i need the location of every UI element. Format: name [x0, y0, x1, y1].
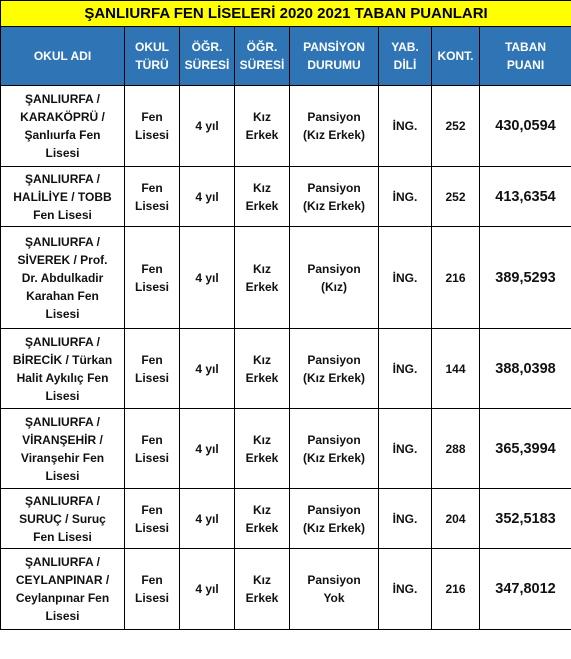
yab-dili-cell: İNG.	[379, 167, 432, 227]
ogr-suresi-cell: 4 yıl	[180, 489, 235, 549]
ogr-suresi-cell: 4 yıl	[180, 549, 235, 630]
header-kont: KONT.	[432, 27, 480, 86]
yab-dili-cell: İNG.	[379, 549, 432, 630]
yab-dili-cell: İNG.	[379, 329, 432, 409]
table-row	[1, 549, 571, 630]
ogr-suresi-cell: 4 yıl	[180, 409, 235, 489]
pansiyon-cell: Pansiyon Yok	[290, 549, 379, 630]
okul-adi-cell: ŞANLIURFA / SURUÇ / Suruç Fen Lisesi	[1, 489, 125, 549]
yab-dili-cell: İNG.	[379, 227, 432, 329]
pansiyon-cell: Pansiyon (Kız Erkek)	[290, 167, 379, 227]
taban-puani-cell: 352,5183	[480, 489, 571, 549]
kont-cell: 252	[432, 167, 480, 227]
kont-cell: 204	[432, 489, 480, 549]
table-row	[1, 167, 571, 227]
table-row	[1, 489, 571, 549]
pansiyon-cell: Pansiyon (Kız Erkek)	[290, 409, 379, 489]
pansiyon-cell: Pansiyon (Kız Erkek)	[290, 86, 379, 167]
table-row	[1, 329, 571, 409]
okul-turu-cell: Fen Lisesi	[125, 329, 180, 409]
taban-puani-cell: 347,8012	[480, 549, 571, 630]
taban-puani-cell: 388,0398	[480, 329, 571, 409]
header-ogr-suresi: ÖĞR. SÜRESİ	[180, 27, 235, 86]
taban-puani-cell: 389,5293	[480, 227, 571, 329]
header-row	[1, 27, 571, 86]
header-yab-dili: YAB. DİLİ	[379, 27, 432, 86]
okul-adi-cell: ŞANLIURFA / BİRECİK / Türkan Halit Aykılıç Fen Lisesi	[1, 329, 125, 409]
okul-adi-cell: ŞANLIURFA / VİRANŞEHİR / Viranşehir Fen Lisesi	[1, 409, 125, 489]
table-row	[1, 409, 571, 489]
okul-turu-cell: Fen Lisesi	[125, 86, 180, 167]
cinsiyet-cell: Kız Erkek	[235, 489, 290, 549]
ogr-suresi-cell: 4 yıl	[180, 86, 235, 167]
cinsiyet-cell: Kız Erkek	[235, 86, 290, 167]
table-row	[1, 227, 571, 329]
header-pansiyon-durumu: PANSİYON DURUMU	[290, 27, 379, 86]
header-okul-adi: OKUL ADI	[1, 27, 125, 86]
ogr-suresi-cell: 4 yıl	[180, 329, 235, 409]
kont-cell: 216	[432, 549, 480, 630]
okul-adi-cell: ŞANLIURFA / CEYLANPINAR / Ceylanpınar Fen Lisesi	[1, 549, 125, 630]
kont-cell: 288	[432, 409, 480, 489]
okul-turu-cell: Fen Lisesi	[125, 227, 180, 329]
ogr-suresi-cell: 4 yıl	[180, 167, 235, 227]
pansiyon-cell: Pansiyon (Kız Erkek)	[290, 329, 379, 409]
header-okul-turu: OKUL TÜRÜ	[125, 27, 180, 86]
table-row	[1, 86, 571, 167]
header-taban-puani: TABAN PUANI	[480, 27, 571, 86]
okul-turu-cell: Fen Lisesi	[125, 549, 180, 630]
cinsiyet-cell: Kız Erkek	[235, 549, 290, 630]
page-title: ŞANLIURFA FEN LİSELERİ 2020 2021 TABAN PUANLARI	[1, 1, 571, 27]
okul-turu-cell: Fen Lisesi	[125, 167, 180, 227]
taban-puani-cell: 365,3994	[480, 409, 571, 489]
okul-adi-cell: ŞANLIURFA / KARAKÖPRÜ / Şanlıurfa Fen Lisesi	[1, 86, 125, 167]
header-ogr-suresi-2: ÖĞR. SÜRESİ	[235, 27, 290, 86]
taban-puani-cell: 430,0594	[480, 86, 571, 167]
ogr-suresi-cell: 4 yıl	[180, 227, 235, 329]
taban-puani-cell: 413,6354	[480, 167, 571, 227]
cinsiyet-cell: Kız Erkek	[235, 227, 290, 329]
pansiyon-cell: Pansiyon (Kız)	[290, 227, 379, 329]
kont-cell: 144	[432, 329, 480, 409]
cinsiyet-cell: Kız Erkek	[235, 329, 290, 409]
okul-turu-cell: Fen Lisesi	[125, 489, 180, 549]
okul-adi-cell: ŞANLIURFA / SİVEREK / Prof. Dr. Abdulkadir Karahan Fen Lisesi	[1, 227, 125, 329]
yab-dili-cell: İNG.	[379, 489, 432, 549]
cinsiyet-cell: Kız Erkek	[235, 409, 290, 489]
kont-cell: 216	[432, 227, 480, 329]
pansiyon-cell: Pansiyon (Kız Erkek)	[290, 489, 379, 549]
kont-cell: 252	[432, 86, 480, 167]
okul-turu-cell: Fen Lisesi	[125, 409, 180, 489]
yab-dili-cell: İNG.	[379, 409, 432, 489]
yab-dili-cell: İNG.	[379, 86, 432, 167]
okul-adi-cell: ŞANLIURFA / HALİLİYE / TOBB Fen Lisesi	[1, 167, 125, 227]
cinsiyet-cell: Kız Erkek	[235, 167, 290, 227]
